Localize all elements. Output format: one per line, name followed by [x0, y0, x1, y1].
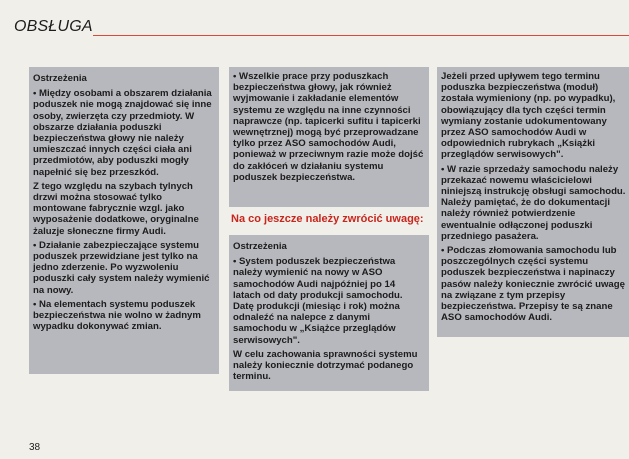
- subsection-heading: Na co jeszcze należy zwrócić uwagę:: [231, 213, 424, 225]
- warning-paragraph: Z tego względu na szybach tylnych drzwi można stosować tylko montowane fabrycznie wzgl. jako wyposażenie dodatkowe, oryginalne żaluzje słoneczne firmy Audi.: [33, 180, 199, 237]
- section-title: OBSŁUGA: [14, 18, 93, 35]
- warning-box-middle-top: [229, 67, 429, 207]
- warning-box-left: [29, 67, 219, 374]
- warning-paragraph: • Podczas złomowania samochodu lub poszczególnych części systemu poduszek bezpieczeństwa i napinaczy pasów należy koniecznie zwrócić uwagę na związane z tym przepisy bezpieczeństwa. Przepisy te są znane ASO samochodów Audi.: [441, 245, 625, 324]
- warning-box-middle-bottom: [229, 235, 429, 391]
- warning-paragraph: W celu zachowania sprawności systemu należy koniecznie dotrzymać podanego terminu.: [233, 348, 418, 383]
- page-number: 38: [29, 442, 41, 453]
- warning-paragraph: • System poduszek bezpieczeństwa należy wymienić na nowy w ASO samochodów Audi najpóźniej po 14 latach od daty produkcji samochodu. Datę produkcji (miesiąc i rok) można odnaleźć na nalepce z danymi samochodu w „Książce przeglądów serwisowych".: [233, 256, 403, 346]
- warning-box-right: [437, 67, 629, 337]
- warning-paragraph: • Między osobami a obszarem działania poduszek nie mogą znajdować się inne osoby, zwierzęta czy przedmioty. W obszarze działania poduszki bezpieczeństwa głowy nie należy umieszczać innych części ciała ani przedmiotów, aby poduszki mogły napełnić się bez przeszkód.: [33, 88, 212, 178]
- warning-paragraph: • Na elementach systemu poduszek bezpieczeństwa nie wolno w żadnym wypadku dokonywać zmian.: [33, 298, 201, 333]
- warning-paragraph: • Wszelkie prace przy poduszkach bezpieczeństwa głowy, jak również wyjmowanie i zakładanie elementów systemu ze względu na inne czynności naprawcze (np. tapicerki sufitu i tapicerki wewnętrznej) mogą być przeprowadzane tylko przez ASO samochodów Audi, ponieważ w przeciwnym razie może dojść do zakłóceń w działaniu systemu poduszek bezpieczeństwa.: [233, 71, 424, 183]
- warning-title: Ostrzeżenia: [33, 73, 87, 84]
- warning-paragraph: • Działanie zabezpieczające systemu poduszek przewidziane jest tylko na jedno zderzenie. Po wyzwoleniu poduszki cały system należy wymienić na nowy.: [33, 239, 210, 296]
- warning-title: Ostrzeżenia: [233, 241, 287, 252]
- warning-paragraph: Jeżeli przed upływem tego terminu poduszka bezpieczeństwa (moduł) została wymieniony (np. po wypadku), obowiązujący dla tych części termin wymiany zostanie udokumentowany przez ASO samochodów Audi w odpowiednich rubrykach „Książki przeglądów serwisowych".: [441, 71, 616, 161]
- header-rule: [93, 35, 629, 36]
- warning-paragraph: • W razie sprzedaży samochodu należy przekazać nowemu właścicielowi niniejszą instrukcję obsługi samochodu. Należy pamiętać, że do dokumentacji należy również potwierdzenie ewentualnie odłączonej poduszki przedniego pasażera.: [441, 163, 626, 242]
